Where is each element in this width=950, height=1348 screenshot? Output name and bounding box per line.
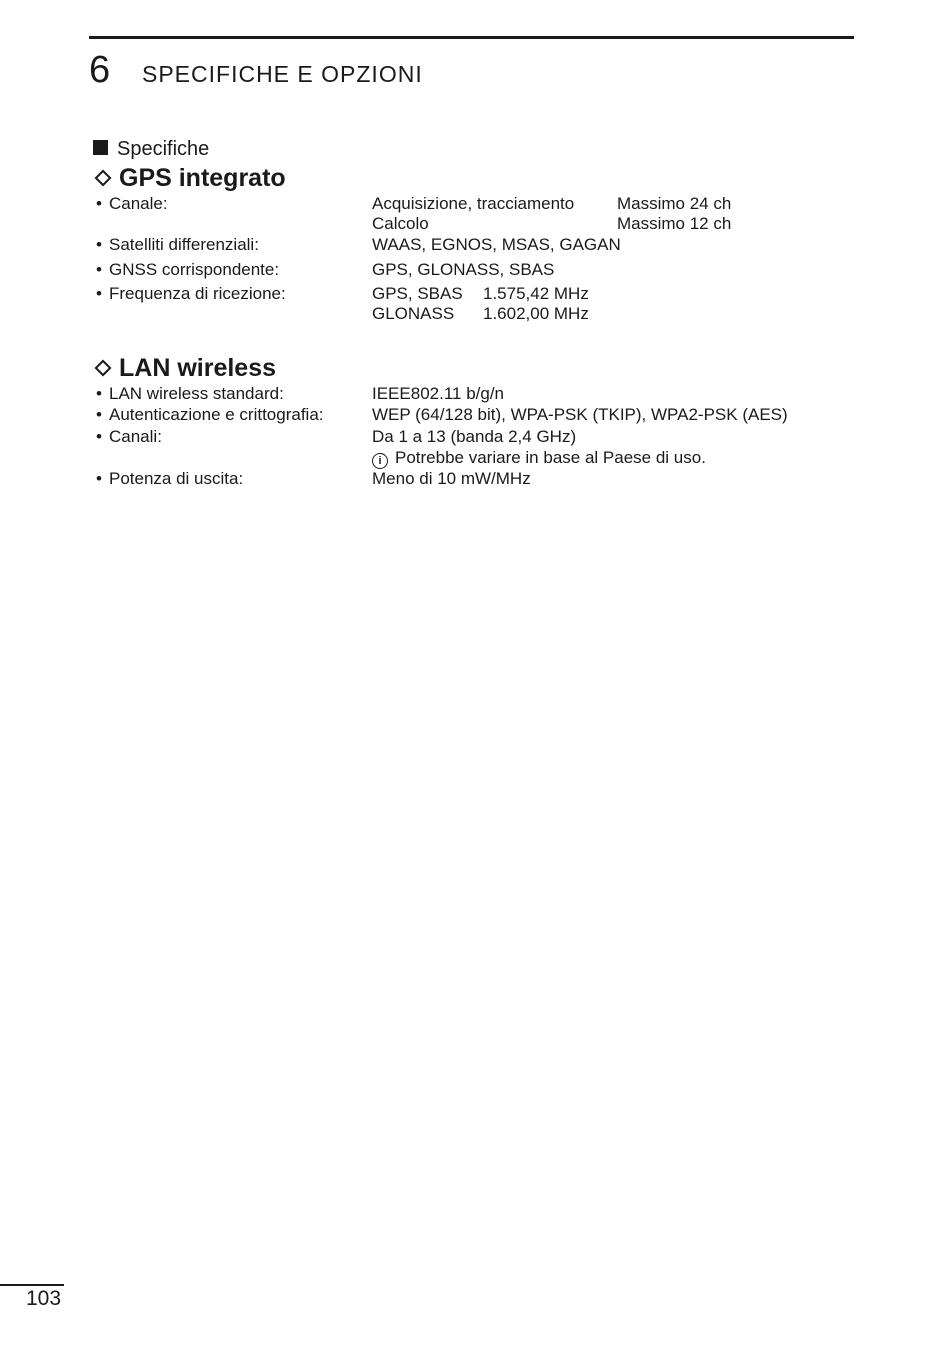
spec-label (96, 259, 279, 280)
bullet: • (96, 260, 102, 279)
spec-value-secondary: 1.575,42 MHz (483, 284, 589, 303)
spec-label (96, 193, 168, 214)
chapter-number: 6 (89, 49, 111, 91)
bullet: • (96, 469, 102, 488)
spec-value-secondary: Massimo 12 ch (617, 214, 732, 233)
chapter-title: SPECIFICHE E OPZIONI (142, 61, 423, 87)
spec-note-text: Potrebbe variare in base al Paese di uso. (395, 448, 706, 467)
section-title: Specifiche (117, 138, 210, 160)
spec-label (96, 426, 162, 447)
diamond-icon (95, 359, 112, 376)
lan-title: LAN wireless (119, 354, 277, 382)
spec-value: WEP (64/128 bit), WPA-PSK (TKIP), WPA2-PSK (AES) (372, 405, 788, 424)
spec-label-text: Autenticazione e crittografia: (109, 405, 324, 424)
spec-label (96, 383, 284, 404)
section-heading (93, 137, 209, 161)
spec-value: GLONASS (372, 304, 455, 323)
spec-label-text: LAN wireless standard: (109, 384, 284, 403)
top-rule (89, 36, 854, 39)
footer-rule (0, 1284, 64, 1286)
spec-label-text: Potenza di uscita: (109, 469, 244, 488)
spec-label-text: Canale: (109, 194, 168, 213)
bullet: • (96, 427, 102, 446)
spec-label-text: GNSS corrispondente: (109, 260, 280, 279)
diamond-icon (95, 169, 112, 186)
spec-value: Calcolo (372, 214, 429, 233)
bullet: • (96, 235, 102, 254)
spec-label (96, 234, 259, 255)
spec-label (96, 404, 324, 425)
gps-title: GPS integrato (119, 164, 286, 192)
spec-label-text: Satelliti differenziali: (109, 235, 259, 254)
spec-value: WAAS, EGNOS, MSAS, GAGAN (372, 235, 621, 254)
black-square-icon (93, 140, 108, 155)
spec-label (96, 283, 286, 304)
gps-heading (93, 163, 286, 193)
bullet: • (96, 194, 102, 213)
bullet: • (96, 384, 102, 403)
spec-value: Acquisizione, tracciamento (372, 194, 575, 213)
spec-label-text: Canali: (109, 427, 162, 446)
spec-value-secondary: 1.602,00 MHz (483, 304, 589, 323)
spec-value: Meno di 10 mW/MHz (372, 469, 531, 488)
bullet: • (96, 284, 102, 303)
spec-value: Da 1 a 13 (banda 2,4 GHz) (372, 427, 577, 446)
info-icon: i (372, 453, 388, 469)
spec-value: GPS, GLONASS, SBAS (372, 260, 555, 279)
spec-note (372, 447, 706, 469)
spec-label-text: Frequenza di ricezione: (109, 284, 286, 303)
lan-heading (93, 353, 276, 383)
spec-value-secondary: Massimo 24 ch (617, 194, 732, 213)
spec-label (96, 468, 243, 489)
page-number: 103 (26, 1287, 62, 1310)
bullet: • (96, 405, 102, 424)
spec-value: GPS, SBAS (372, 284, 463, 303)
spec-value: IEEE802.11 b/g/n (372, 384, 505, 403)
